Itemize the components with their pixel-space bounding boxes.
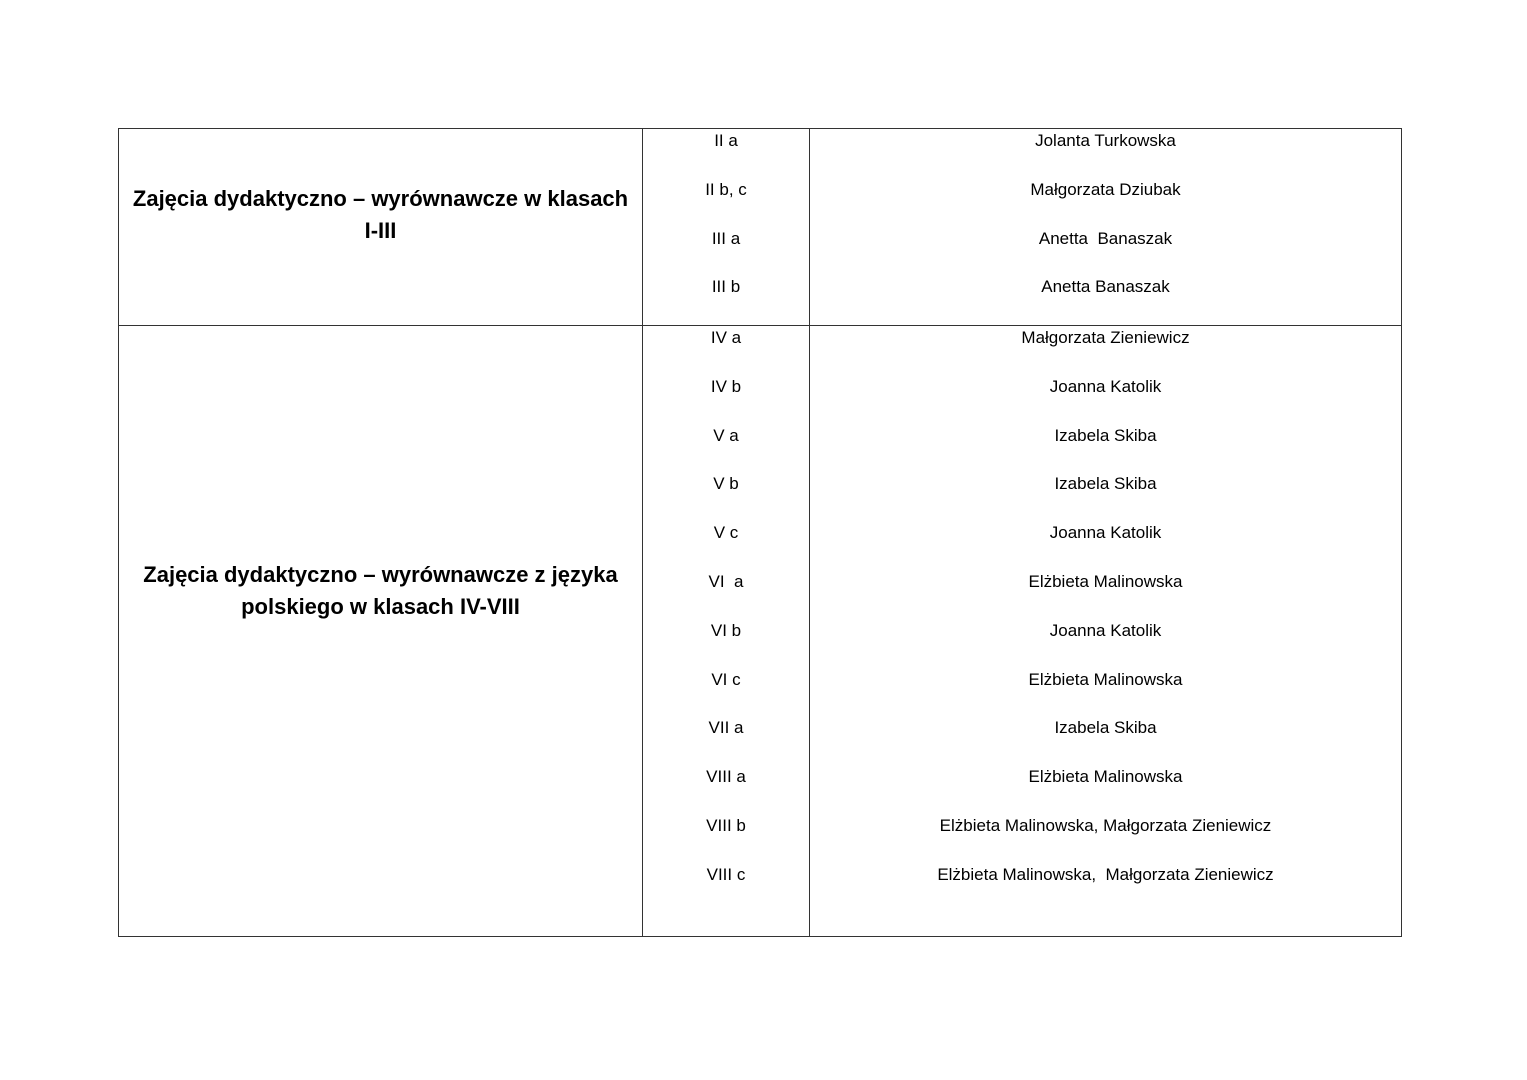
teacher-cell: Elżbieta Malinowska xyxy=(1028,571,1183,591)
teacher-cell: Małgorzata Zieniewicz xyxy=(1021,328,1190,347)
class-cell: II b, c xyxy=(705,179,747,199)
teacher-cell: Joanna Katolik xyxy=(1049,523,1162,543)
class-cell: VI a xyxy=(708,571,744,591)
subject-cell xyxy=(119,326,643,936)
teacher-cell: Anetta Banaszak xyxy=(1038,228,1173,248)
teacher-column xyxy=(810,129,1401,325)
teacher-cell: Joanna Katolik xyxy=(1049,376,1162,396)
teacher-cell: Elżbieta Malinowska, Małgorzata Zieniewicz xyxy=(939,815,1272,835)
class-cell: VIII a xyxy=(706,767,746,787)
subject-title: Zajęcia dydaktyczno – wyrównawcze w klasach I-III xyxy=(132,186,629,243)
teacher-cell: Elżbieta Malinowska xyxy=(1028,767,1183,787)
teacher-cell: Elżbieta Malinowska xyxy=(1028,669,1183,689)
section-polish-grades-4-8 xyxy=(119,325,1401,936)
subject-cell xyxy=(119,129,643,325)
teacher-cell: Małgorzata Dziubak xyxy=(1030,179,1181,199)
class-cell: VI c xyxy=(711,669,741,689)
class-cell: V c xyxy=(713,523,739,543)
class-cell: V b xyxy=(713,474,739,494)
section-grades-1-3 xyxy=(119,129,1401,325)
class-cell: VI b xyxy=(710,620,742,640)
teacher-cell: Anetta Banaszak xyxy=(1041,277,1170,297)
class-cell: II a xyxy=(714,131,738,150)
class-cell: VII a xyxy=(708,718,744,738)
class-cell: IV a xyxy=(710,328,742,347)
teacher-cell: Jolanta Turkowska xyxy=(1035,131,1176,150)
class-cell: VIII b xyxy=(706,815,746,835)
teacher-column xyxy=(810,326,1401,936)
subject-title: Zajęcia dydaktyczno – wyrównawcze z języka polskiego w klasach IV-VIII xyxy=(143,562,618,619)
class-cell: V a xyxy=(713,425,739,445)
class-cell: III b xyxy=(711,277,741,297)
class-column xyxy=(643,129,810,325)
class-cell: VIII c xyxy=(706,864,746,884)
teacher-cell: Joanna Katolik xyxy=(1049,620,1162,640)
teacher-cell: Izabela Skiba xyxy=(1054,474,1157,494)
class-cell: III a xyxy=(711,228,741,248)
teacher-cell: Elżbieta Malinowska, Małgorzata Zieniewicz xyxy=(937,864,1274,884)
teacher-cell: Izabela Skiba xyxy=(1054,425,1157,445)
class-column xyxy=(643,326,810,936)
schedule-table xyxy=(118,128,1402,937)
class-cell: IV b xyxy=(710,376,742,396)
teacher-cell: Izabela Skiba xyxy=(1054,718,1157,738)
